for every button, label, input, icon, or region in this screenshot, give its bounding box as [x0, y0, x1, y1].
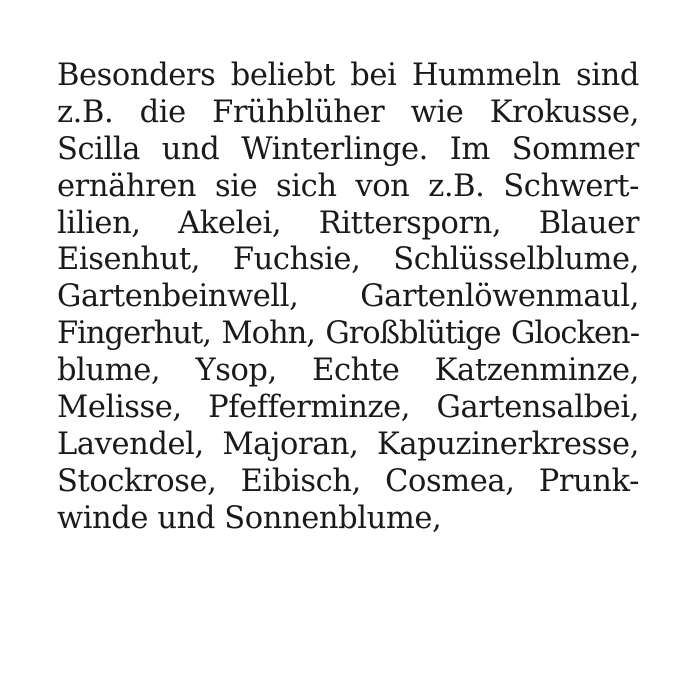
paragraph-line: Melisse, Pfefferminze, Gartensalbei, — [57, 390, 639, 426]
paragraph-line: Eisenhut, Fuchsie, Schlüsselblume, — [57, 242, 639, 278]
paragraph-line: Scilla und Winterlinge. Im Sommer — [57, 131, 639, 167]
body-paragraph — [57, 58, 639, 538]
paragraph-line: Lavendel, Majoran, Kapuzinerkresse, — [57, 426, 639, 462]
paragraph-line: Besonders beliebt bei Hummeln sind — [57, 58, 639, 93]
paragraph-line-last: winde und Sonnenblume, — [57, 500, 442, 536]
paragraph-line: blume, Ysop, Echte Katzenminze, — [57, 353, 639, 389]
paragraph-line: ernähren sie sich von z.B. Schwert- — [57, 168, 639, 204]
paragraph-line: z.B. die Frühblüher wie Krokusse, — [57, 94, 639, 130]
paragraph-line: Gartenbeinwell, Gartenlöwenmaul, — [57, 279, 639, 315]
paragraph-line: lilien, Akelei, Rittersporn, Blauer — [57, 205, 639, 241]
paragraph-line: Stockrose, Eibisch, Cosmea, Prunk- — [57, 463, 639, 499]
paragraph-line: Fingerhut, Mohn, Großblütige Glocken- — [57, 316, 639, 352]
